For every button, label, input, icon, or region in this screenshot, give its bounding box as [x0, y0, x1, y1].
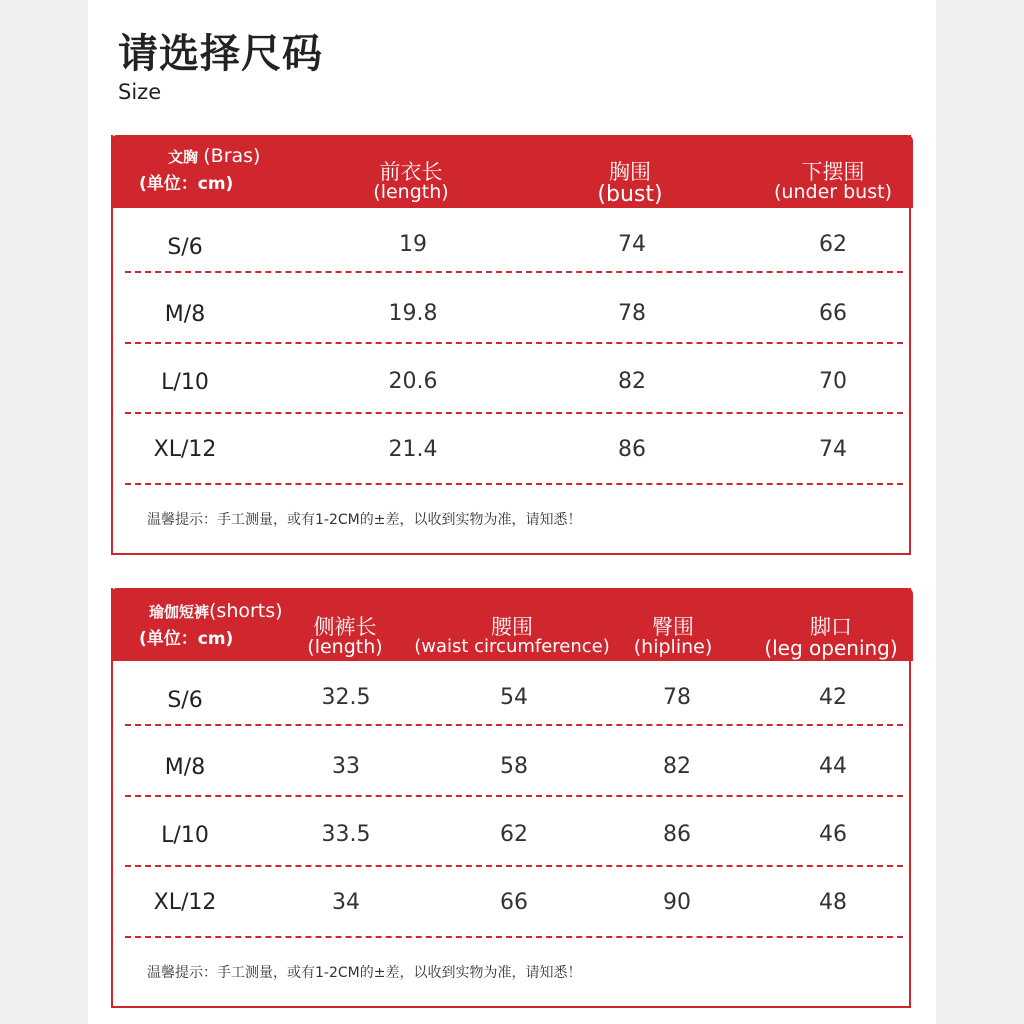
hipline-value: 78: [663, 685, 691, 710]
under-bust-value: 74: [819, 437, 847, 462]
row-divider: [125, 271, 903, 273]
bras-name-en: (Bras): [203, 145, 261, 167]
size-label: XL/12: [153, 890, 217, 915]
bras-table-header: [111, 135, 913, 208]
shorts-size-table: [111, 588, 911, 1008]
length-value: 34: [332, 890, 360, 915]
bras-name-cn: 文胸: [168, 148, 199, 166]
bust-value: 86: [618, 437, 646, 462]
row-divider: [125, 795, 903, 797]
length-value: 20.6: [388, 369, 438, 394]
bust-value: 82: [618, 369, 646, 394]
bras-size-table: [111, 135, 911, 555]
bust-value: 74: [618, 232, 646, 257]
bras-category-label: [139, 145, 260, 194]
row-divider: [125, 483, 903, 485]
hipline-value: 86: [663, 822, 691, 847]
hipline-value: 90: [663, 890, 691, 915]
page-subtitle: Size: [118, 80, 162, 104]
row-divider: [125, 342, 903, 344]
under-bust-value: 70: [819, 369, 847, 394]
size-label: M/8: [164, 755, 206, 780]
shorts-name-cn: 瑜伽短裤: [149, 603, 210, 621]
row-divider: [125, 412, 903, 414]
bras-unit: (单位：cm): [139, 174, 234, 194]
size-label: S/6: [167, 688, 203, 713]
length-value: 32.5: [321, 685, 371, 710]
shorts-col-waist: 腰围 (waist circumference): [414, 615, 610, 658]
size-label: S/6: [167, 235, 203, 260]
row-divider: [125, 865, 903, 867]
leg-opening-value: 46: [819, 822, 847, 847]
size-label: XL/12: [153, 437, 217, 462]
bust-value: 78: [618, 301, 646, 326]
page-title: 请选择尺码: [118, 31, 323, 77]
shorts-col-length: 侧裤长 (length): [307, 615, 383, 659]
bras-col-bust: 胸围 (bust): [597, 160, 663, 208]
waist-value: 66: [500, 890, 528, 915]
shorts-col-hipline: 臀围 (hipline): [633, 615, 713, 659]
shorts-name-en: (shorts): [209, 600, 283, 622]
length-value: 19: [399, 232, 427, 257]
row-divider: [125, 724, 903, 726]
leg-opening-value: 44: [819, 754, 847, 779]
size-label: M/8: [164, 302, 206, 327]
length-value: 19.8: [388, 301, 438, 326]
bras-col-length: 前衣长 (length): [373, 160, 449, 204]
measurement-note: 温馨提示：手工测量，或有1-2CM的±差，以收到实物为准，请知悉！: [147, 512, 582, 528]
shorts-col-leg-opening: 脚口 (leg opening): [764, 615, 898, 661]
shorts-category-label: [139, 600, 283, 649]
waist-value: 62: [500, 822, 528, 847]
size-label: L/10: [161, 370, 209, 395]
length-value: 33: [332, 754, 360, 779]
under-bust-value: 66: [819, 301, 847, 326]
length-value: 21.4: [388, 437, 438, 462]
size-label: L/10: [161, 823, 209, 848]
row-divider: [125, 936, 903, 938]
length-value: 33.5: [321, 822, 371, 847]
hipline-value: 82: [663, 754, 691, 779]
shorts-table-header: [111, 588, 913, 661]
bras-col-under-bust: 下摆围 (under bust): [774, 160, 892, 204]
under-bust-value: 62: [819, 232, 847, 257]
shorts-unit: (单位：cm): [139, 629, 234, 649]
waist-value: 58: [500, 754, 528, 779]
leg-opening-value: 48: [819, 890, 847, 915]
measurement-note: 温馨提示：手工测量，或有1-2CM的±差，以收到实物为准，请知悉！: [147, 965, 582, 981]
waist-value: 54: [500, 685, 528, 710]
leg-opening-value: 42: [819, 685, 847, 710]
